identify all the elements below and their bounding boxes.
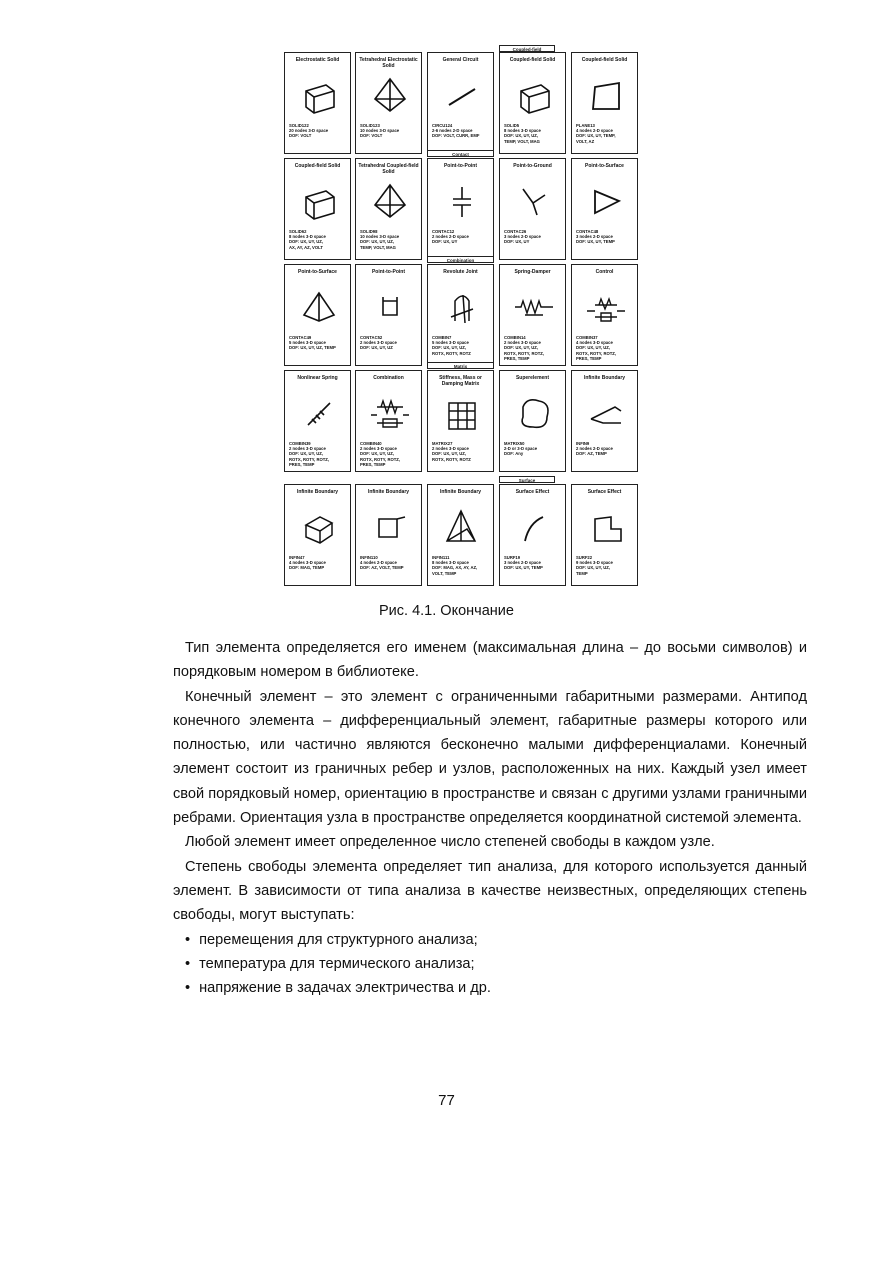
list-item: • температура для термического анализа;: [185, 952, 807, 976]
element-card: [571, 158, 638, 260]
pyramid-icon: [298, 287, 340, 329]
element-title: Point-to-Ground: [513, 163, 552, 169]
element-meta: CONTAC52 2 nodes 3-D space DOF: UX, UY, UZ: [360, 335, 397, 351]
element-title: Electrostatic Solid: [295, 57, 340, 63]
element-meta: MATRIX27 2 nodes 3-D space DOF: UX, UY, UZ, ROTX, ROTY, ROTZ: [432, 441, 471, 462]
element-title: Point-to-Point: [371, 269, 406, 275]
triangle-icon: [585, 181, 627, 223]
combo-icon: [369, 393, 411, 435]
element-title: General Circuit: [442, 57, 479, 63]
ground-icon: [513, 181, 555, 223]
element-title: Nonlinear Spring: [297, 375, 338, 381]
surf3d-icon: [585, 507, 627, 549]
element-title: Infinite Boundary: [583, 375, 626, 381]
gap-icon: [441, 181, 483, 223]
infquad-icon: [369, 507, 411, 549]
element-title: Tetrahedral Coupled-field Solid: [358, 163, 419, 175]
infin-icon: [585, 393, 627, 435]
element-title: Point-to-Surface: [298, 269, 337, 275]
element-title: Tetrahedral Electrostatic Solid: [359, 57, 418, 69]
arc-icon: [513, 507, 555, 549]
element-card: [284, 52, 351, 154]
element-card: [355, 52, 422, 154]
element-card: [499, 264, 566, 366]
element-meta: COMBIN39 2 nodes 3-D space DOF: UX, UY, UZ, ROTX, ROTY, ROTZ, PRES, TEMP: [289, 441, 330, 467]
paragraph: Любой элемент имеет определенное число степеней свободы в каждом узле.: [185, 834, 715, 851]
spring-icon: [513, 287, 555, 329]
element-card: [427, 158, 494, 260]
element-title: Surface Effect: [515, 489, 550, 495]
element-meta: SOLID98 10 nodes 3-D space DOF: UX, UY, UZ, TEMP, VOLT, MAG: [360, 229, 400, 250]
joint-icon: [441, 287, 483, 329]
paragraph: Степень свободы элемента определяет тип анализа, для которого используется данный элемент. В зависимости от типа анализа в качестве неизвестных, определяющих степень свободы, могут выступать:: [173, 858, 807, 924]
element-title: Coupled-field Solid: [294, 163, 341, 169]
element-title: Point-to-Surface: [585, 163, 624, 169]
bullet-list: [173, 928, 807, 1001]
brick-icon: [298, 75, 340, 117]
brick-icon: [298, 181, 340, 223]
element-card: [571, 484, 638, 586]
element-meta: SOLID62 8 nodes 3-D space DOF: UX, UY, UZ, AX, AY, AZ, VOLT: [289, 229, 326, 250]
element-card: [499, 158, 566, 260]
list-item: • напряжение в задачах электричества и др.: [185, 976, 807, 1000]
group-tag: Surface: [499, 476, 555, 483]
tetra-icon: [369, 181, 411, 223]
element-title: Superelement: [515, 375, 550, 381]
element-meta: COMBIN7 5 nodes 3-D space DOF: UX, UY, UZ, ROTX, ROTY, ROTZ: [432, 335, 471, 356]
element-meta: COMBIN14 2 nodes 3-D space DOF: UX, UY, UZ, ROTX, ROTY, ROTZ, PRES, TEMP: [504, 335, 545, 361]
element-meta: SOLID122 20 nodes 3-D space DOF: VOLT: [289, 123, 329, 139]
brick-icon: [513, 75, 555, 117]
element-meta: INFIN111 8 nodes 3-D space DOF: MAG, AX, AY, AZ, VOLT, TEMP: [432, 555, 478, 576]
element-card: [499, 370, 566, 472]
element-title: Point-to-Point: [443, 163, 478, 169]
element-card: [499, 484, 566, 586]
element-card: [427, 52, 494, 154]
element-meta: MATRIX50 2-D or 3-D space DOF: Any: [504, 441, 538, 457]
element-meta: CIRCU124 2-6 nodes 2-D space DOF: VOLT, CURR, EMF: [432, 123, 480, 139]
element-meta: COMBIN40 2 nodes 3-D space DOF: UX, UY, UZ, ROTX, ROTY, ROTZ, PRES, TEMP: [360, 441, 401, 467]
element-meta: SOLID5 8 nodes 3-D space DOF: UX, UY, UZ, TEMP, VOLT, MAG: [504, 123, 541, 144]
matrix-icon: [441, 393, 483, 435]
element-meta: CONTAC12 2 nodes 2-D space DOF: UX, UY: [432, 229, 469, 245]
element-meta: SURF22 9 nodes 3-D space DOF: UX, UY, UZ, TEMP: [576, 555, 613, 576]
element-card: [355, 484, 422, 586]
element-title: Revolute Joint: [443, 269, 478, 275]
element-meta: CONTAC26 3 nodes 2-D space DOF: UX, UY: [504, 229, 541, 245]
element-title: Control: [595, 269, 614, 275]
element-title: Infinite Boundary: [367, 489, 410, 495]
element-meta: CONTAC49 5 nodes 3-D space DOF: UX, UY, UZ, TEMP: [289, 335, 336, 351]
element-card: [284, 264, 351, 366]
element-meta: PLANE13 4 nodes 2-D space DOF: UX, UY, TEMP, VOLT, AZ: [576, 123, 616, 144]
group-tag: Matrix: [427, 362, 494, 369]
element-meta: COMBIN37 4 nodes 3-D space DOF: UX, UY, UZ, ROTX, ROTY, ROTZ, PRES, TEMP: [576, 335, 617, 361]
element-card: [284, 484, 351, 586]
paragraph: Конечный элемент – это элемент с ограниченными габаритными размерами. Антипод конечного элемента – дифференциальный элемент, габаритные размеры которого или полностью, или частично являются бесконечно малыми дифференциалами. Конечный элемент состоит из граничных ребер и узлов, расположенных на них. Каждый узел имеет свой порядковый номер, ориентацию в пространстве и связан с другими узлами граничными ребрами. Ориентация узла в пространстве определяется координатной системой элемента.: [173, 688, 807, 827]
group-tag: Coupled-field: [499, 45, 555, 52]
element-meta: SURF19 3 nodes 2-D space DOF: UX, UY, TEMP: [504, 555, 543, 571]
control-icon: [585, 287, 627, 329]
element-card: [355, 264, 422, 366]
element-card: [571, 370, 638, 472]
element-card: [571, 264, 638, 366]
element-card: [355, 158, 422, 260]
paragraph: Тип элемента определяется его именем (максимальная длина – до восьми символов) и порядковым номером в библиотеке.: [173, 640, 807, 681]
page-number: 77: [438, 1092, 455, 1109]
element-card: [284, 158, 351, 260]
inftetra-icon: [441, 507, 483, 549]
tetra-icon: [369, 75, 411, 117]
element-title: Coupled-field Solid: [581, 57, 628, 63]
infbox-icon: [298, 507, 340, 549]
element-title: Spring-Damper: [514, 269, 551, 275]
nspring-icon: [298, 393, 340, 435]
element-meta: INFIN9 2 nodes 2-D space DOF: AZ, TEMP: [576, 441, 613, 457]
body-text: [173, 636, 807, 1000]
element-card: [427, 484, 494, 586]
element-title: Infinite Boundary: [439, 489, 482, 495]
group-tag: Combination: [427, 256, 494, 263]
element-title: Infinite Boundary: [296, 489, 339, 495]
element-card: [427, 264, 494, 366]
quad-icon: [585, 75, 627, 117]
element-meta: SOLID123 10 nodes 3-D space DOF: VOLT: [360, 123, 400, 139]
element-card: [571, 52, 638, 154]
super-icon: [513, 393, 555, 435]
element-card: [284, 370, 351, 472]
box-icon: [369, 287, 411, 329]
element-card: [499, 52, 566, 154]
element-card: [355, 370, 422, 472]
group-tag: Contact: [427, 150, 494, 157]
line-icon: [441, 75, 483, 117]
element-card: [427, 370, 494, 472]
element-title: Stiffness, Mass or Damping Matrix: [439, 375, 482, 387]
element-meta: CONTAC48 3 nodes 2-D space DOF: UX, UY, TEMP: [576, 229, 615, 245]
element-title: Combination: [373, 375, 404, 381]
element-meta: INFIN110 4 nodes 2-D space DOF: AZ, VOLT, TEMP: [360, 555, 404, 571]
element-meta: INFIN47 4 nodes 3-D space DOF: MAG, TEMP: [289, 555, 326, 571]
element-title: Coupled-field Solid: [509, 57, 556, 63]
list-item: • перемещения для структурного анализа;: [185, 928, 807, 952]
figure-caption: Рис. 4.1. Окончание: [379, 603, 514, 619]
element-title: Surface Effect: [587, 489, 622, 495]
